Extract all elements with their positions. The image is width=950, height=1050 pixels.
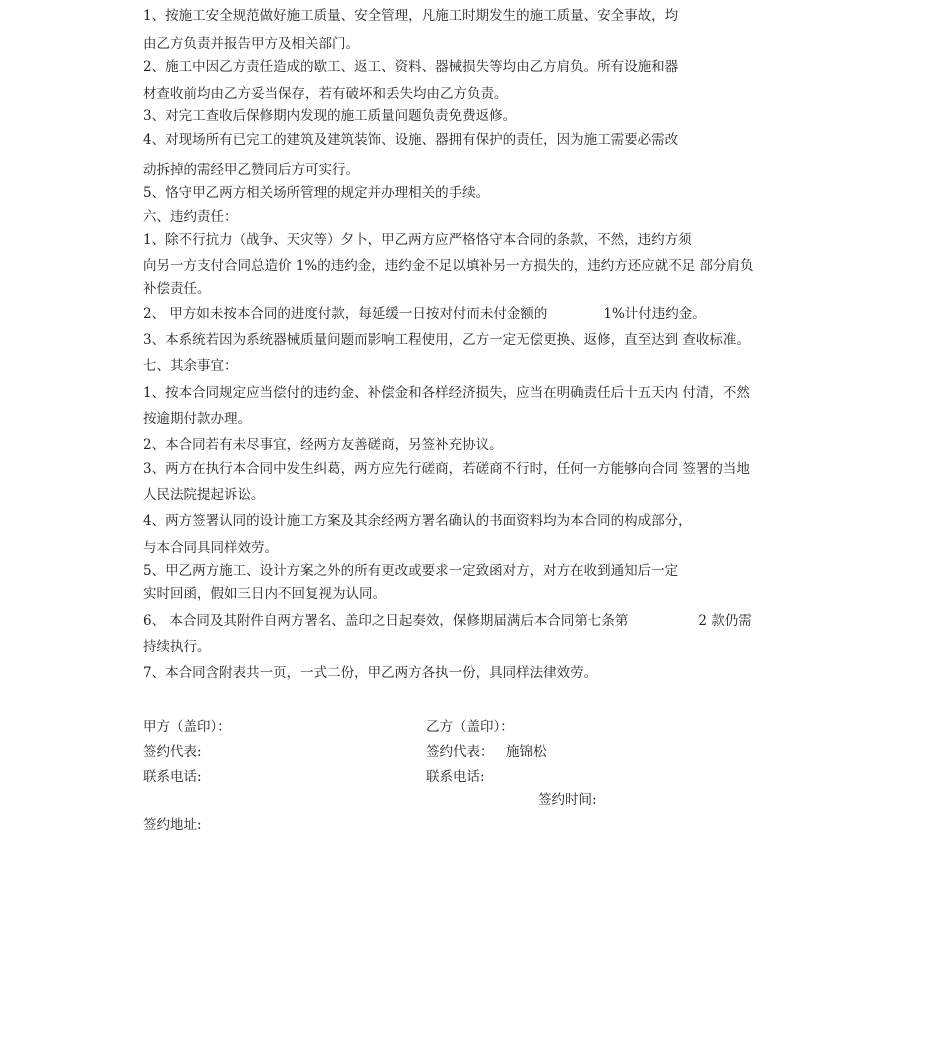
clause-text: 2、 甲方如未按本合同的进度付款，每延缓一日按对付而未付金额的: [143, 306, 548, 322]
clause-line: 补偿责任。: [143, 281, 211, 297]
clause-line: 5、甲乙两方施工、设计方案之外的所有更改或要求一定致函对方，对方在收到通知后一定: [143, 563, 679, 579]
party-a-representative-label: 签约代表:: [143, 744, 202, 760]
clause-line: 3、两方在执行本合同中发生纠葛，两方应先行磋商，若磋商不行时，任何一方能够向合同 签署的当地: [143, 461, 750, 477]
section-heading: 六、违约责任：: [143, 209, 238, 225]
party-b-seal-label: 乙方（盖印）：: [426, 719, 514, 735]
clause-line: [143, 613, 752, 629]
party-a-seal-label: 甲方（盖印）：: [143, 719, 231, 735]
clause-line: 由乙方负责并报告甲方及相关部门。: [143, 36, 359, 52]
sign-place-label: 签约地址:: [143, 817, 202, 833]
clause-line: 1、按施工安全规范做好施工质量、安全管理，凡施工时期发生的施工质量、安全事故，均: [143, 8, 679, 24]
clause-line: 5、恪守甲乙两方相关场所管理的规定并办理相关的手续。: [143, 185, 490, 201]
clause-line: 实时回函，假如三日内不回复视为认同。: [143, 586, 386, 602]
section-heading: 七、其余事宜：: [143, 358, 238, 374]
clause-line: [143, 306, 706, 322]
party-b-phone-label: 联系电话:: [426, 769, 485, 785]
clause-text: 6、 本合同及其附件自两方署名、盖印之日起奏效，保修期届满后本合同第七条第: [143, 613, 629, 629]
clause-line: 人民法院提起诉讼。: [143, 487, 265, 503]
clause-line: 3、对完工查收后保修期内发现的施工质量问题负责免费返修。: [143, 108, 517, 124]
clause-line: 2、本合同若有未尽事宜，经两方友善磋商，另签补充协议。: [143, 437, 503, 453]
clause-line: 按逾期付款办理。: [143, 411, 251, 427]
clause-line: 7、本合同含附表共一页，一式二份，甲乙两方各执一份，具同样法律效劳。: [143, 665, 598, 681]
clause-line: 4、两方签署认同的设计施工方案及其余经两方署名确认的书面资料均为本合同的构成部分，: [143, 513, 692, 529]
party-b-representative-label: 签约代表：: [426, 744, 494, 760]
clause-text: 2 款仍需: [698, 613, 752, 629]
clause-line: 3、本系统若因为系统器械质量问题而影响工程使用，乙方一定无偿更换、返修，直至达到 查收标准。: [143, 332, 750, 348]
clause-line: 1、按本合同规定应当偿付的违约金、补偿金和各样经济损失，应当在明确责任后十五天内 付清，不然: [143, 385, 750, 401]
party-b-representative-name: 施锦松: [506, 744, 547, 760]
clause-line: 1、除不行抗力（战争、天灾等）夕卜，甲乙两方应严格恪守本合同的条款，不然，违约方须: [143, 232, 692, 248]
clause-line: 动拆掉的需经甲乙赞同后方可实行。: [143, 162, 359, 178]
party-a-phone-label: 联系电话:: [143, 769, 202, 785]
clause-line: 持续执行。: [143, 639, 211, 655]
clause-line: 与本合同具同样效劳。: [143, 540, 278, 556]
clause-line: 4、对现场所有已完工的建筑及建筑装饰、设施、器拥有保护的责任，因为施工需要必需改: [143, 132, 679, 148]
sign-time-label: 签约时间:: [538, 792, 597, 808]
clause-line: 材查收前均由乙方妥当保存，若有破坏和丢失均由乙方负责。: [143, 86, 508, 102]
clause-text: 1%计付违约金。: [603, 306, 706, 322]
clause-line: 2、施工中因乙方责任造成的歇工、返工、资料、器械损失等均由乙方肩负。所有设施和器: [143, 59, 679, 75]
clause-line: 向另一方支付合同总造价 1%的违约金，违约金不足以填补另一方损失的，违约方还应就不足 部分肩负: [143, 258, 754, 274]
